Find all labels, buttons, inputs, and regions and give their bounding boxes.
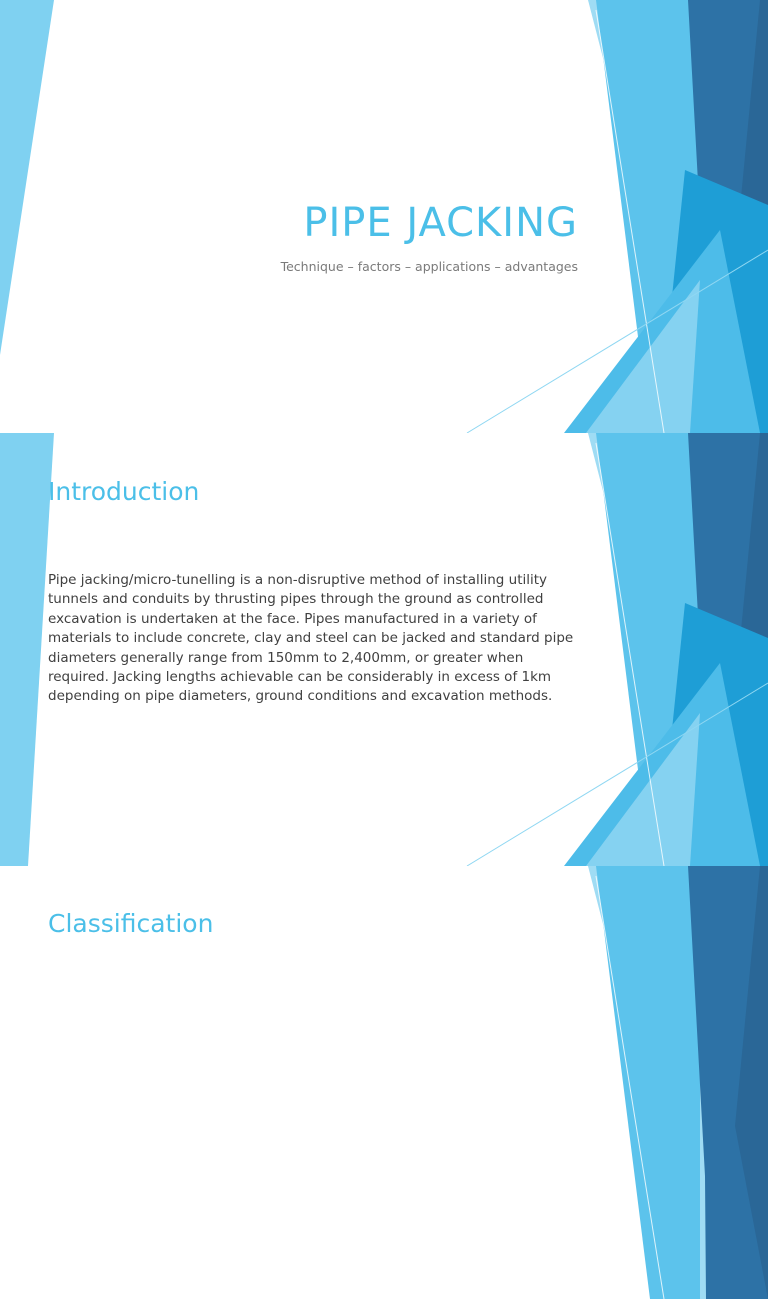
presentation-title: PIPE JACKING: [303, 200, 578, 246]
section-title: Introduction: [48, 477, 200, 506]
facet-mid: [596, 866, 700, 1299]
classification-slide: [0, 866, 768, 1299]
left-facet: [0, 0, 54, 355]
body-paragraph: Pipe jacking/micro-tunelling is a non-disruptive method of installing utility tunnels and conduits by thrusting pipes through the ground as controlled excavation is undertaken at the face. Pipes manufactured in a variety of materials to include concrete, clay and steel can be jacked and standard pipe diameters generally range from 150mm to 2,400mm, or greater when required. Jacking lengths achievable can be considerably in excess of 1km depending on pipe diameters, ground conditions and excavation methods.: [48, 572, 574, 705]
title-slide: [0, 0, 768, 433]
section-title: Classification: [48, 909, 214, 938]
presentation-subtitle: Technique – factors – applications – advantages: [280, 259, 578, 274]
left-facet: [0, 433, 54, 866]
introduction-slide: [0, 433, 768, 866]
